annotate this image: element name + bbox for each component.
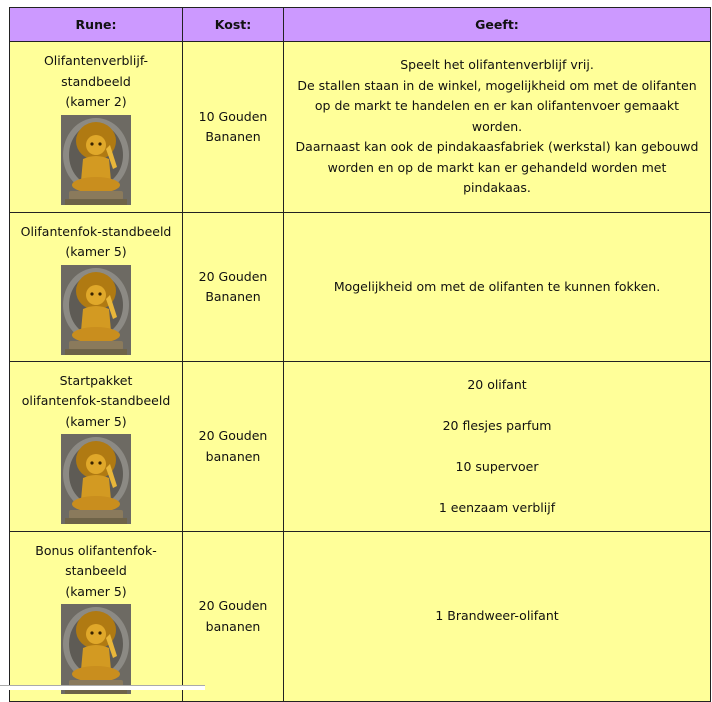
rune-cell — [10, 532, 183, 702]
cost-cell: 20 Gouden Bananen — [183, 213, 284, 362]
rune-cell — [10, 213, 183, 362]
gives-cell: 20 olifant 20 flesjes parfum 10 supervoer 1 eenzaam verblijf — [284, 362, 711, 532]
monkey-statue-image — [61, 434, 131, 524]
gives-cell: Speelt het olifantenverblijf vrij. De stallen staan in de winkel, mogelijkheid om met de olifanten op de markt te handelen en er kan olifantenvoer gemaakt worden. Daarnaast kan ook de pindakaasfabriek (werkstal) kan gebouwd worden en op de markt kan er gehandeld worden met pindakaas. — [284, 42, 711, 213]
rune-name: Bonus olifantenfok- stanbeeld (kamer 5) — [35, 542, 157, 599]
rune-name: Startpakket olifantenfok-standbeeld (kamer 5) — [21, 372, 171, 429]
table-row — [10, 42, 711, 213]
rune-table — [9, 7, 711, 702]
cost-cell: 10 Gouden Bananen — [183, 42, 284, 213]
cost-cell: 20 Gouden bananen — [183, 362, 284, 532]
rune-name: Olifantenverblijf- standbeeld (kamer 2) — [43, 53, 149, 110]
table-row — [10, 362, 711, 532]
gives-column-header: Geeft: — [284, 8, 711, 42]
monkey-statue-image — [61, 604, 131, 694]
rune-column-header: Rune: — [10, 8, 183, 42]
cost-cell: 20 Gouden bananen — [183, 532, 284, 702]
table-row — [10, 532, 711, 702]
rune-cell — [10, 362, 183, 532]
gives-cell: 1 Brandweer-olifant — [284, 532, 711, 702]
monkey-statue-image — [61, 265, 131, 355]
page-bottom-edge — [0, 685, 205, 690]
table-row — [10, 213, 711, 362]
cost-column-header: Kost: — [183, 8, 284, 42]
rune-cell — [10, 42, 183, 213]
gives-cell: Mogelijkheid om met de olifanten te kunnen fokken. — [284, 213, 711, 362]
rune-name: Olifantenfok-standbeeld (kamer 5) — [20, 223, 172, 259]
header-row — [10, 8, 711, 42]
monkey-statue-image — [61, 115, 131, 205]
